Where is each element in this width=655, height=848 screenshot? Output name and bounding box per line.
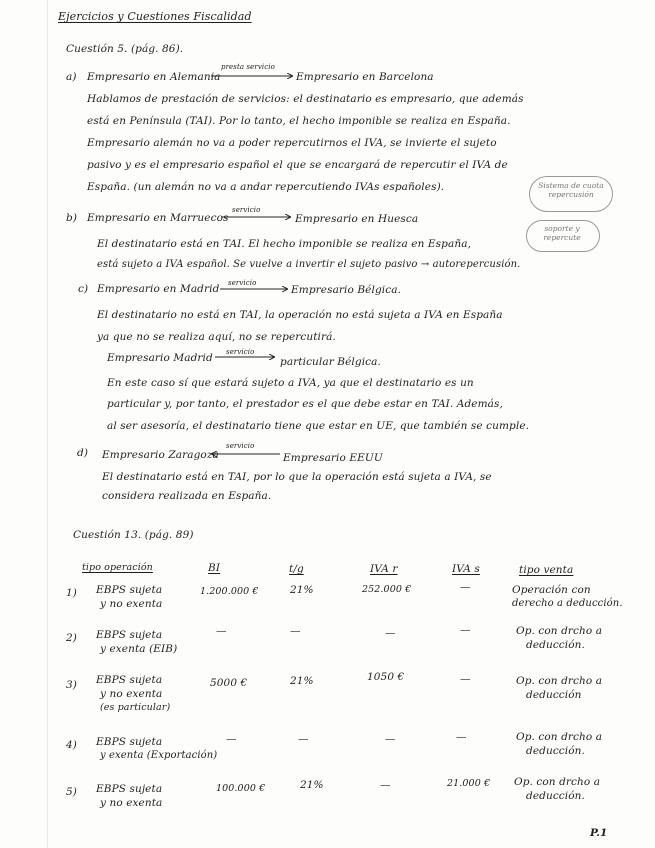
row-op: y no exenta xyxy=(100,688,163,700)
col-header: IVA r xyxy=(370,563,398,575)
q5c-sub-line: al ser asesoría, el destinatario tiene que estar en UE, que también se cumple. xyxy=(107,420,530,432)
q5c-sub-arrow-label: servicio xyxy=(226,348,255,356)
row-venta: Op. con drcho a xyxy=(516,675,603,687)
row-ivas: 21.000 € xyxy=(447,778,491,789)
q5c-arrow-label: servicio xyxy=(228,279,257,287)
q5d-line: El destinatario está en TAI, por lo que la operación está sujeta a IVA, se xyxy=(102,471,492,483)
col-header: IVA s xyxy=(452,563,480,575)
row-number: 5) xyxy=(66,786,77,798)
q5c-sub-line: particular y, por tanto, el prestador es el que debe estar en TAI. Además, xyxy=(107,398,503,410)
q5-heading: Cuestión 5. (pág. 86). xyxy=(66,43,184,55)
q5a-right: Empresario en Barcelona xyxy=(296,71,434,83)
q5a-line: pasivo y es el empresario español el que se encargará de repercutir el IVA de xyxy=(87,159,508,171)
q5d-right: Empresario EEUU xyxy=(283,452,383,464)
row-ivas: — xyxy=(460,673,471,685)
row-op: EBPS sujeta xyxy=(96,736,163,748)
q5c-line: El destinatario no está en TAI, la operación no está sujeta a IVA en España xyxy=(97,309,503,321)
q5b-line: El destinatario está en TAI. El hecho imponible se realiza en España, xyxy=(97,238,472,250)
row-ivas: — xyxy=(460,624,471,636)
col-header: BI xyxy=(208,562,221,574)
q5d-line: considera realizada en España. xyxy=(102,490,272,502)
row-op: EBPS sujeta xyxy=(96,584,163,596)
row-number: 4) xyxy=(66,739,77,751)
q5a-left: Empresario en Alemania xyxy=(87,71,221,83)
row-bi: 5000 € xyxy=(210,677,248,689)
col-header: tipo operación xyxy=(82,562,153,573)
row-venta: deducción xyxy=(526,689,582,701)
row-op: y exenta (EIB) xyxy=(100,643,178,655)
q5b-line: está sujeto a IVA español. Se vuelve a invertir el sujeto pasivo → autorepercusión. xyxy=(97,259,521,270)
row-ivas: — xyxy=(460,581,471,593)
row-bi: 100.000 € xyxy=(216,783,266,794)
q5a-line: Empresario alemán no va a poder repercutirnos el IVA, se invierte el sujeto xyxy=(87,137,497,149)
row-venta: Op. con drcho a xyxy=(516,625,603,637)
row-bi: — xyxy=(226,733,237,745)
q5c-sub-right: particular Bélgica. xyxy=(280,356,381,368)
row-bi: 1.200.000 € xyxy=(200,586,259,597)
row-tg: 21% xyxy=(300,779,324,791)
row-op: y no exenta xyxy=(100,598,163,610)
q5d-marker: d) xyxy=(77,447,89,459)
row-venta: derecho a deducción. xyxy=(512,598,623,609)
side-note-1: Sistema de cuota repercusión xyxy=(538,181,604,199)
q5b-arrow-label: servicio xyxy=(232,206,261,214)
row-tg: — xyxy=(290,625,301,637)
q5c-marker: c) xyxy=(78,283,89,295)
page-number: P.1 xyxy=(590,827,608,839)
row-op: y no exenta xyxy=(100,797,163,809)
row-number: 1) xyxy=(66,587,77,599)
q5c-line: ya que no se realiza aquí, no se repercutirá. xyxy=(97,331,336,343)
q5d-left: Empresario Zaragoza xyxy=(102,449,219,461)
row-op: EBPS sujeta xyxy=(96,783,163,795)
q5c-sub-line: En este caso sí que estará sujeto a IVA, ya que el destinatario es un xyxy=(107,377,474,389)
row-venta: Operación con xyxy=(512,584,591,596)
row-bi: — xyxy=(216,625,227,637)
q5a-line: Hablamos de prestación de servicios: el destinatario es empresario, que además xyxy=(87,93,524,105)
q5a-line: está en Península (TAI). Por lo tanto, el hecho imponible se realiza en España. xyxy=(87,115,511,127)
q5a-line: España. (un alemán no va a andar repercutiendo IVAs españoles). xyxy=(87,181,445,193)
q5b-left: Empresario en Marruecos xyxy=(87,212,229,224)
row-op: EBPS sujeta xyxy=(96,629,163,641)
row-tg: 21% xyxy=(290,675,314,687)
row-ivar: — xyxy=(380,779,391,791)
row-ivar: — xyxy=(385,733,396,745)
q5c-right: Empresario Bélgica. xyxy=(291,284,402,296)
row-venta: deducción. xyxy=(526,790,585,802)
row-number: 3) xyxy=(66,679,77,691)
row-ivas: — xyxy=(456,731,467,743)
row-venta: deducción. xyxy=(526,745,585,757)
q13-heading: Cuestión 13. (pág. 89) xyxy=(73,529,194,541)
row-ivar: 252.000 € xyxy=(362,584,412,595)
q5c-sub-left: Empresario Madrid xyxy=(107,352,213,364)
row-op: y exenta (Exportación) xyxy=(100,750,218,761)
row-op: EBPS sujeta xyxy=(96,674,163,686)
q5d-arrow-label: servicio xyxy=(226,442,255,450)
page-title: Ejercicios y Cuestiones Fiscalidad xyxy=(58,10,252,23)
col-header: tipo venta xyxy=(519,564,574,576)
side-note-2: soporte y repercute xyxy=(543,224,581,242)
row-number: 2) xyxy=(66,632,77,644)
q5b-marker: b) xyxy=(66,212,78,224)
col-header: t/g xyxy=(289,563,304,575)
row-venta: Op. con drcho a xyxy=(516,731,603,743)
row-venta: deducción. xyxy=(526,639,585,651)
row-tg: 21% xyxy=(290,584,314,596)
q5a-arrow-label: presta servicio xyxy=(221,63,275,71)
row-tg: — xyxy=(298,733,309,745)
q5c-left: Empresario en Madrid xyxy=(97,283,220,295)
row-venta: Op. con drcho a xyxy=(514,776,601,788)
q5a-marker: a) xyxy=(66,71,77,83)
q5b-right: Empresario en Huesca xyxy=(295,213,419,225)
row-ivar: 1050 € xyxy=(367,671,405,683)
row-ivar: — xyxy=(385,627,396,639)
row-op: (es particular) xyxy=(100,702,171,713)
